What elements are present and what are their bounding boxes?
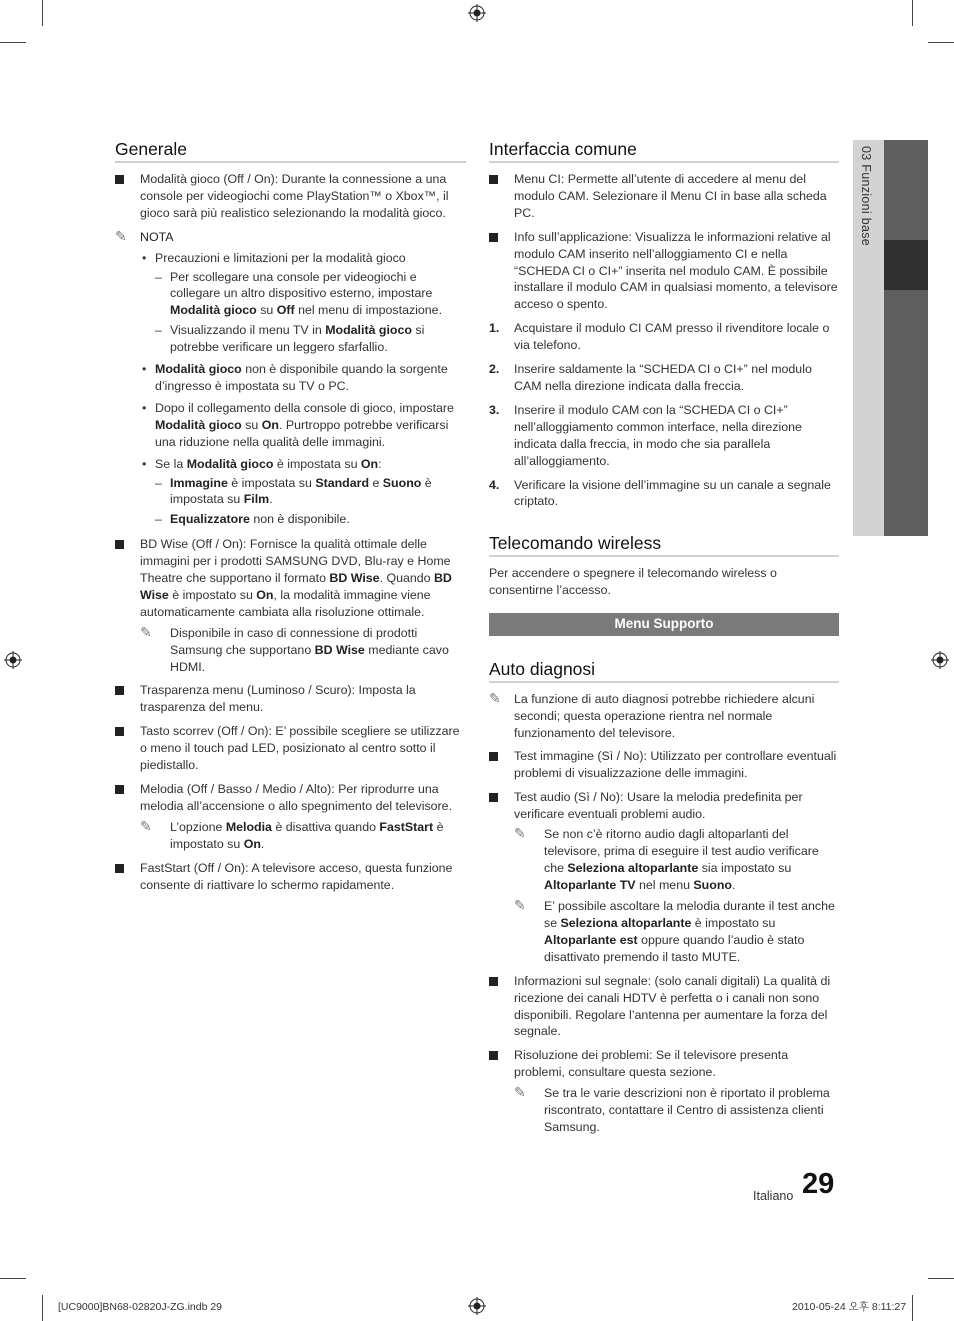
square-bullet-icon (489, 752, 498, 761)
list-item: Trasparenza menu (Luminoso / Scuro): Imposta la trasparenza del menu. (115, 682, 466, 716)
registration-mark-icon (931, 651, 949, 669)
list-item: Test immagine (Sì / No): Utilizzato per controllare eventuali problemi di visualizzazione delle immagini. (489, 748, 839, 782)
pencil-note-icon: ✎ (140, 817, 152, 834)
crop-mark (42, 1295, 43, 1321)
print-slug-date: 2010-05-24 오후 8:11:27 (792, 1301, 907, 1313)
page-number: 29 (802, 1168, 835, 1200)
note: ✎ Se tra le varie descrizioni non è riportato il problema riscontrato, contattare il Centro di assistenza clienti Samsung. (514, 1084, 830, 1134)
crop-mark (0, 42, 26, 43)
dash-list-item: – Immagine è impostata su Standard e Suono è impostata su Film. (155, 475, 432, 507)
note: ✎ L’opzione Melodia è disattiva quando FastStart è impostato su On. (140, 817, 444, 851)
dot-list-item: • Modalità gioco non è disponibile quando la sorgente d’ingresso è impostata su TV o PC. (142, 362, 448, 393)
list-item: Risoluzione dei problemi: Se il televisore presenta problemi, consultare questa sezione. ✎ Se tra le varie descrizioni non è riportato il problema riscontrato, contattare il Centro di assistenza clienti Samsung. (489, 1047, 839, 1136)
pencil-note-icon: ✎ (514, 1084, 526, 1101)
square-bullet-icon (115, 686, 124, 695)
note: ✎ La funzione di auto diagnosi potrebbe richiedere alcuni secondi; questa operazione rientra nel normale funzionamento del televisore. (489, 690, 815, 740)
list-item: Melodia (Off / Basso / Medio / Alto): Per riprodurre una melodia all’accensione o allo spegnimento del televisore. ✎ L’opzione Melodia è disattiva quando FastStart è impostato su On. (115, 781, 466, 853)
list-item (115, 171, 466, 222)
square-bullet-icon (115, 175, 124, 184)
numbered-step: 2. Inserire saldamente la “SCHEDA CI o CI+” nel modulo CAM nella direzione indicata dalla freccia. (489, 362, 812, 393)
square-bullet-icon (115, 864, 124, 873)
pencil-note-icon: ✎ (514, 825, 526, 842)
square-bullet-icon (115, 727, 124, 736)
pencil-note-icon: ✎ (489, 690, 501, 707)
dash-list-item: – Equalizzatore non è disponibile. (155, 512, 350, 527)
list-item: Menu CI: Permette all’utente di accedere al menu del modulo CAM. Selezionare il Menu CI in base alla scheda PC. (489, 171, 839, 222)
pencil-note-icon: ✎ (514, 897, 526, 914)
numbered-step: 1. Acquistare il modulo CI CAM presso il rivenditore locale o via telefono. (489, 321, 830, 353)
square-bullet-icon (489, 793, 498, 802)
square-bullet-icon (115, 785, 124, 794)
section-title-telecomando-wireless: Telecomando wireless (489, 532, 839, 557)
dash-list-item: – Per scollegare una console per videogiochi e collegare un altro dispositivo esterno, impostare Modalità gioco su Off nel menu di impostazione. (155, 269, 443, 318)
chapter-label: 03 Funzioni base (858, 146, 873, 247)
registration-mark-icon (468, 1297, 486, 1315)
crop-mark (912, 0, 913, 26)
crop-mark (0, 1278, 26, 1279)
dot-list-item: • Precauzioni e limitazioni per la modalità gioco – Per scollegare una console per videogiochi e collegare un altro dispositivo esterno, impostare Modalità gioco su Off nel menu di impostazione. – Visualizzando il menu TV in Modalità gioco si potrebbe verificare un leggero sfarfallio. (140, 250, 466, 356)
active-chapter-marker (884, 240, 928, 290)
section-title-generale: Generale (115, 138, 466, 163)
square-bullet-icon (489, 977, 498, 986)
registration-mark-icon (468, 4, 486, 22)
list-item: Info sull’applicazione: Visualizza le informazioni relative al modulo CAM inserito nell’alloggiamento CI e nella “SCHEDA CI o CI+” inserita nel modulo CAM. È possibile installare il modulo CAM in qualsiasi momento, a televisore acceso o spento. (489, 229, 839, 314)
section-title-auto-diagnosi: Auto diagnosi (489, 658, 839, 683)
square-bullet-icon (489, 175, 498, 184)
note: ✎ Disponibile in caso di connessione di prodotti Samsung che supportano BD Wise mediante cavo HDMI. (140, 623, 449, 674)
crop-mark (42, 0, 43, 26)
crop-mark (912, 1295, 913, 1321)
list-item: Test audio (Sì / No): Usare la melodia predefinita per verificare eventuali problemi audio. ✎ Se non c’è ritorno audio dagli altoparlanti del televisore, prima di eseguire il test audio verificare che Seleziona altoparlante sia impostato su Altoparlante TV nel menu Suono. ✎ E’ possibile ascoltare la melodia durante il test anche se Seleziona altoparlante è impostato su Altoparlante est oppure quando l’audio è stato disattivato premendo il tasto MUTE. (489, 789, 839, 966)
numbered-step: 4. Verificare la visione dell’immagine su un canale a segnale criptato. (489, 477, 831, 509)
footer-language: Italiano (753, 1189, 794, 1203)
item-text: : Durante la connessione a una console per videogiochi come PlayStation™ o Xbox™, il gioco sarà più realistico selezionando la modalità gioco. (140, 172, 449, 220)
list-item: Tasto scorrev (Off / On): E’ possibile scegliere se utilizzare o meno il touch pad LED, posizionato al centro sotto il piedistallo. (115, 723, 466, 774)
square-bullet-icon (489, 233, 498, 242)
menu-supporto-banner: Menu Supporto (489, 613, 839, 636)
square-bullet-icon (489, 1051, 498, 1060)
registration-mark-icon (4, 651, 22, 669)
chapter-side-tab (853, 140, 928, 536)
section-intro: Per accendere o spegnere il telecomando wireless o consentirne l’accesso. (489, 566, 777, 598)
pencil-note-icon: ✎ (140, 623, 152, 640)
dot-list-item: • Dopo il collegamento della console di gioco, impostare Modalità gioco su On. Purtroppo potrebbe verificarsi una riduzione nella qualità delle immagini. (142, 400, 454, 449)
numbered-step: 3. Inserire il modulo CAM con la “SCHEDA CI o CI+” nell’alloggiamento common interface, nella direzione indicata dalla freccia, in modo che sia parallela all’alloggiamento. (489, 402, 802, 468)
print-slug-file: [UC9000]BN68-02820J-ZG.indb 29 (58, 1301, 223, 1313)
list-item: BD Wise (Off / On): Fornisce la qualità ottimale delle immagini per i prodotti SAMSUNG DVD, Blu-ray e Home Theatre che supportano il formato BD Wise. Quando BD Wise è impostato su On, la modalità immagine viene automaticamente cambiata alla risoluzione ottimale. ✎ Disponibile in caso di connessione di prodotti Samsung che supportano BD Wise mediante cavo HDMI. (115, 536, 466, 675)
list-item: FastStart (Off / On): A televisore acceso, questa funzione consente di riattivare lo schermo rapidamente. (115, 860, 466, 894)
left-column (115, 138, 466, 900)
dot-list-item: • Se la Modalità gioco è impostata su On: – Immagine è impostata su Standard e Suono è impostata su Film. – Equalizzatore non è disponibile. (140, 456, 466, 529)
section-title-interfaccia-comune: Interfaccia comune (489, 138, 839, 163)
note-heading: ✎ NOTA (115, 227, 174, 244)
right-column (489, 138, 839, 1143)
note: ✎ E’ possibile ascoltare la melodia durante il test anche se Seleziona altoparlante è impostato su Altoparlante est oppure quando l’audio è stato disattivato premendo il tasto MUTE. (514, 897, 835, 964)
crop-mark (928, 42, 954, 43)
list-item: Informazioni sul segnale: (solo canali digitali) La qualità di ricezione dei canali HDTV è perfetta o i canali non sono disponibili. Regolare l’antenna per aumentare la forza del segnale. (489, 973, 839, 1041)
crop-mark (928, 1278, 954, 1279)
dash-list-item: – Visualizzando il menu TV in Modalità gioco si potrebbe verificare un leggero sfarfallio. (155, 323, 425, 355)
item-term: Modalità gioco (Off / On) (140, 172, 275, 186)
pencil-note-icon: ✎ (115, 227, 127, 244)
note: ✎ Se non c’è ritorno audio dagli altoparlanti del televisore, prima di eseguire il test audio verificare che Seleziona altoparlante sia impostato su Altoparlante TV nel menu Suono. (514, 825, 819, 893)
square-bullet-icon (115, 540, 124, 549)
